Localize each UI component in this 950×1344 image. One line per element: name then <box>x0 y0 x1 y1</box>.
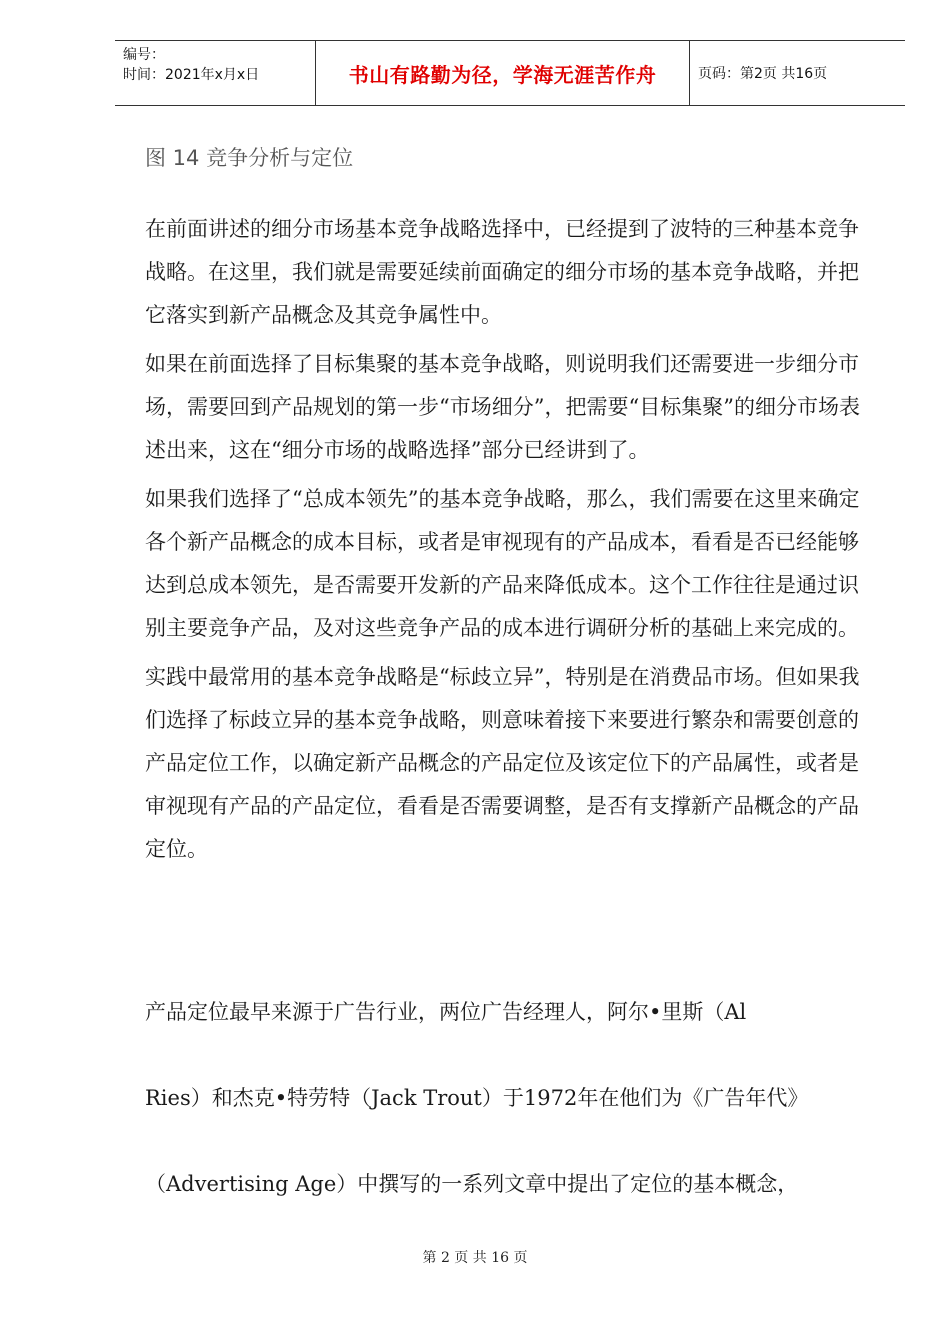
paragraph: 如果在前面选择了目标集聚的基本竞争战略，则说明我们还需要进一步细分市场，需要回到产品规划的第一步“市场细分”，把需要“目标集聚”的细分市场表述出来，这在“细分市场的战略选择”部分已经讲到了。 <box>145 352 860 462</box>
paragraph-line: 产品定位最早来源于广告行业，两位广告经理人，阿尔•里斯（Al <box>145 1000 747 1024</box>
page-header <box>115 40 905 106</box>
paragraph: 在前面讲述的细分市场基本竞争战略选择中，已经提到了波特的三种基本竞争战略。在这里，我们就是需要延续前面确定的细分市场的基本竞争战略，并把它落实到新产品概念及其竞争属性中。 <box>145 217 859 327</box>
document-number: 编号： <box>123 47 165 63</box>
header-meta <box>115 41 316 105</box>
paragraph: 如果我们选择了“总成本领先”的基本竞争战略，那么，我们需要在这里来确定各个新产品概念的成本目标，或者是审视现有的产品成本，看看是否已经能够达到总成本领先，是否需要开发新的产品来降低成本。这个工作往往是通过识别主要竞争产品，及对这些竞争产品的成本进行调研分析的基础上来完成的。 <box>145 487 860 640</box>
paragraph-line: （Advertising Age）中撰写的一系列文章中提出了定位的基本概念， <box>145 1172 799 1196</box>
page-footer: 第 2 页 共 16 页 <box>422 1250 528 1266</box>
header-motto: 书山有路勤为径，学海无涯苦作舟 <box>316 41 690 105</box>
document-time: 时间：2021年x月x日 <box>123 67 260 83</box>
figure-caption: 图 14 竞争分析与定位 <box>145 146 354 170</box>
header-page-info: 页码：第2页 共16页 <box>698 66 828 82</box>
body-text <box>145 208 865 877</box>
paragraph-line: Ries）和杰克•特劳特（Jack Trout）于1972年在他们为《广告年代》 <box>145 1086 809 1110</box>
paragraph: 实践中最常用的基本竞争战略是“标歧立异”，特别是在消费品市场。但如果我们选择了标歧立异的基本竞争战略，则意味着接下来要进行繁杂和需要创意的产品定位工作，以确定新产品概念的产品定位及该定位下的产品属性，或者是审视现有产品的产品定位，看看是否需要调整，是否有支撑新产品概念的产品定位。 <box>145 665 860 861</box>
